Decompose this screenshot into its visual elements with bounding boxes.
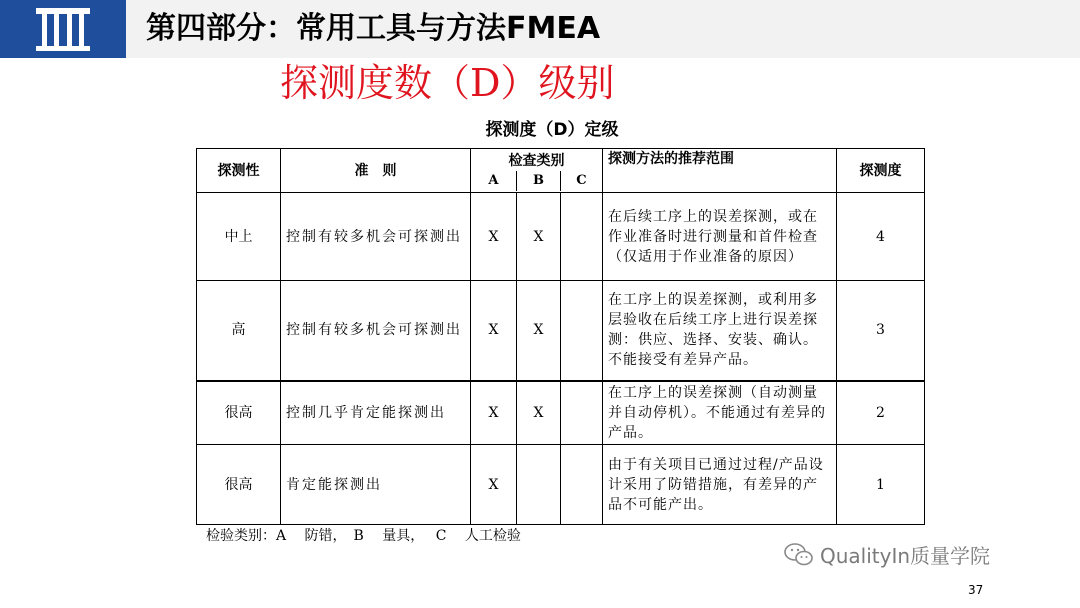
header-inspection-label: 检查类别	[508, 152, 565, 169]
watermark-text: QualityIn质量学院	[820, 544, 991, 568]
cell-method: 在后续工序上的误差探测，或在作业准备时进行测量和首件检查（仅适用于作业准备的原因）	[603, 193, 837, 281]
cell-detectability: 很高	[197, 445, 281, 525]
cell-c	[561, 381, 603, 445]
table-row	[197, 445, 925, 525]
cell-criteria: 肯定能探测出	[281, 445, 471, 525]
cell-criteria: 控制有较多机会可探测出	[281, 193, 471, 281]
header-criteria: 准 则	[281, 149, 471, 193]
cell-criteria: 控制几乎肯定能探测出	[281, 381, 471, 445]
header-c: C	[560, 171, 602, 191]
table-row	[197, 281, 925, 381]
cell-c	[561, 445, 603, 525]
header-inspection-type	[471, 149, 603, 193]
header-method: 探测方法的推荐范围	[603, 149, 837, 193]
cell-rating: 3	[837, 281, 925, 381]
cell-b: X	[517, 193, 561, 281]
cell-method: 由于有关项目已通过过程/产品设计采用了防错措施，有差异的产品不可能产出。	[603, 445, 837, 525]
header-title: 第四部分：常用工具与方法FMEA	[146, 11, 601, 46]
cell-b: X	[517, 381, 561, 445]
cell-b	[517, 445, 561, 525]
logo	[0, 0, 126, 58]
header-a: A	[488, 172, 499, 188]
cell-detectability: 很高	[197, 381, 281, 445]
table-row	[197, 381, 925, 445]
table-header-row	[197, 149, 925, 193]
cell-a: X	[471, 193, 517, 281]
cell-a: X	[471, 381, 517, 445]
watermark	[784, 540, 990, 569]
detection-rating-table	[196, 148, 925, 525]
cell-a: X	[471, 281, 517, 381]
cell-rating: 4	[837, 193, 925, 281]
table-caption: 探测度（D）定级	[485, 120, 619, 140]
cell-method: 在工序上的误差探测（自动测量并自动停机）。不能通过有差异的产品。	[603, 381, 837, 445]
header-b: B	[516, 171, 560, 191]
footnote: 检验类别：A 防错， B 量具， C 人工检验	[206, 528, 521, 544]
slide-title: 探测度数（D）级别	[280, 61, 615, 105]
cell-detectability: 高	[197, 281, 281, 381]
header-rating: 探测度	[837, 149, 925, 193]
wechat-icon	[784, 542, 814, 568]
table-row	[197, 193, 925, 281]
cell-method: 在工序上的误差探测，或利用多层验收在后续工序上进行误差探测：供应、选择、安装、确认。不能接受有差异产品。	[603, 281, 837, 381]
cell-c	[561, 193, 603, 281]
header-detectability: 探测性	[197, 149, 281, 193]
page-number: 37	[968, 583, 984, 597]
cell-a: X	[471, 445, 517, 525]
cell-rating: 2	[837, 381, 925, 445]
pillars-logo-icon	[34, 6, 92, 52]
cell-b: X	[517, 281, 561, 381]
cell-criteria: 控制有较多机会可探测出	[281, 281, 471, 381]
cell-c	[561, 281, 603, 381]
cell-rating: 1	[837, 445, 925, 525]
cell-detectability: 中上	[197, 193, 281, 281]
